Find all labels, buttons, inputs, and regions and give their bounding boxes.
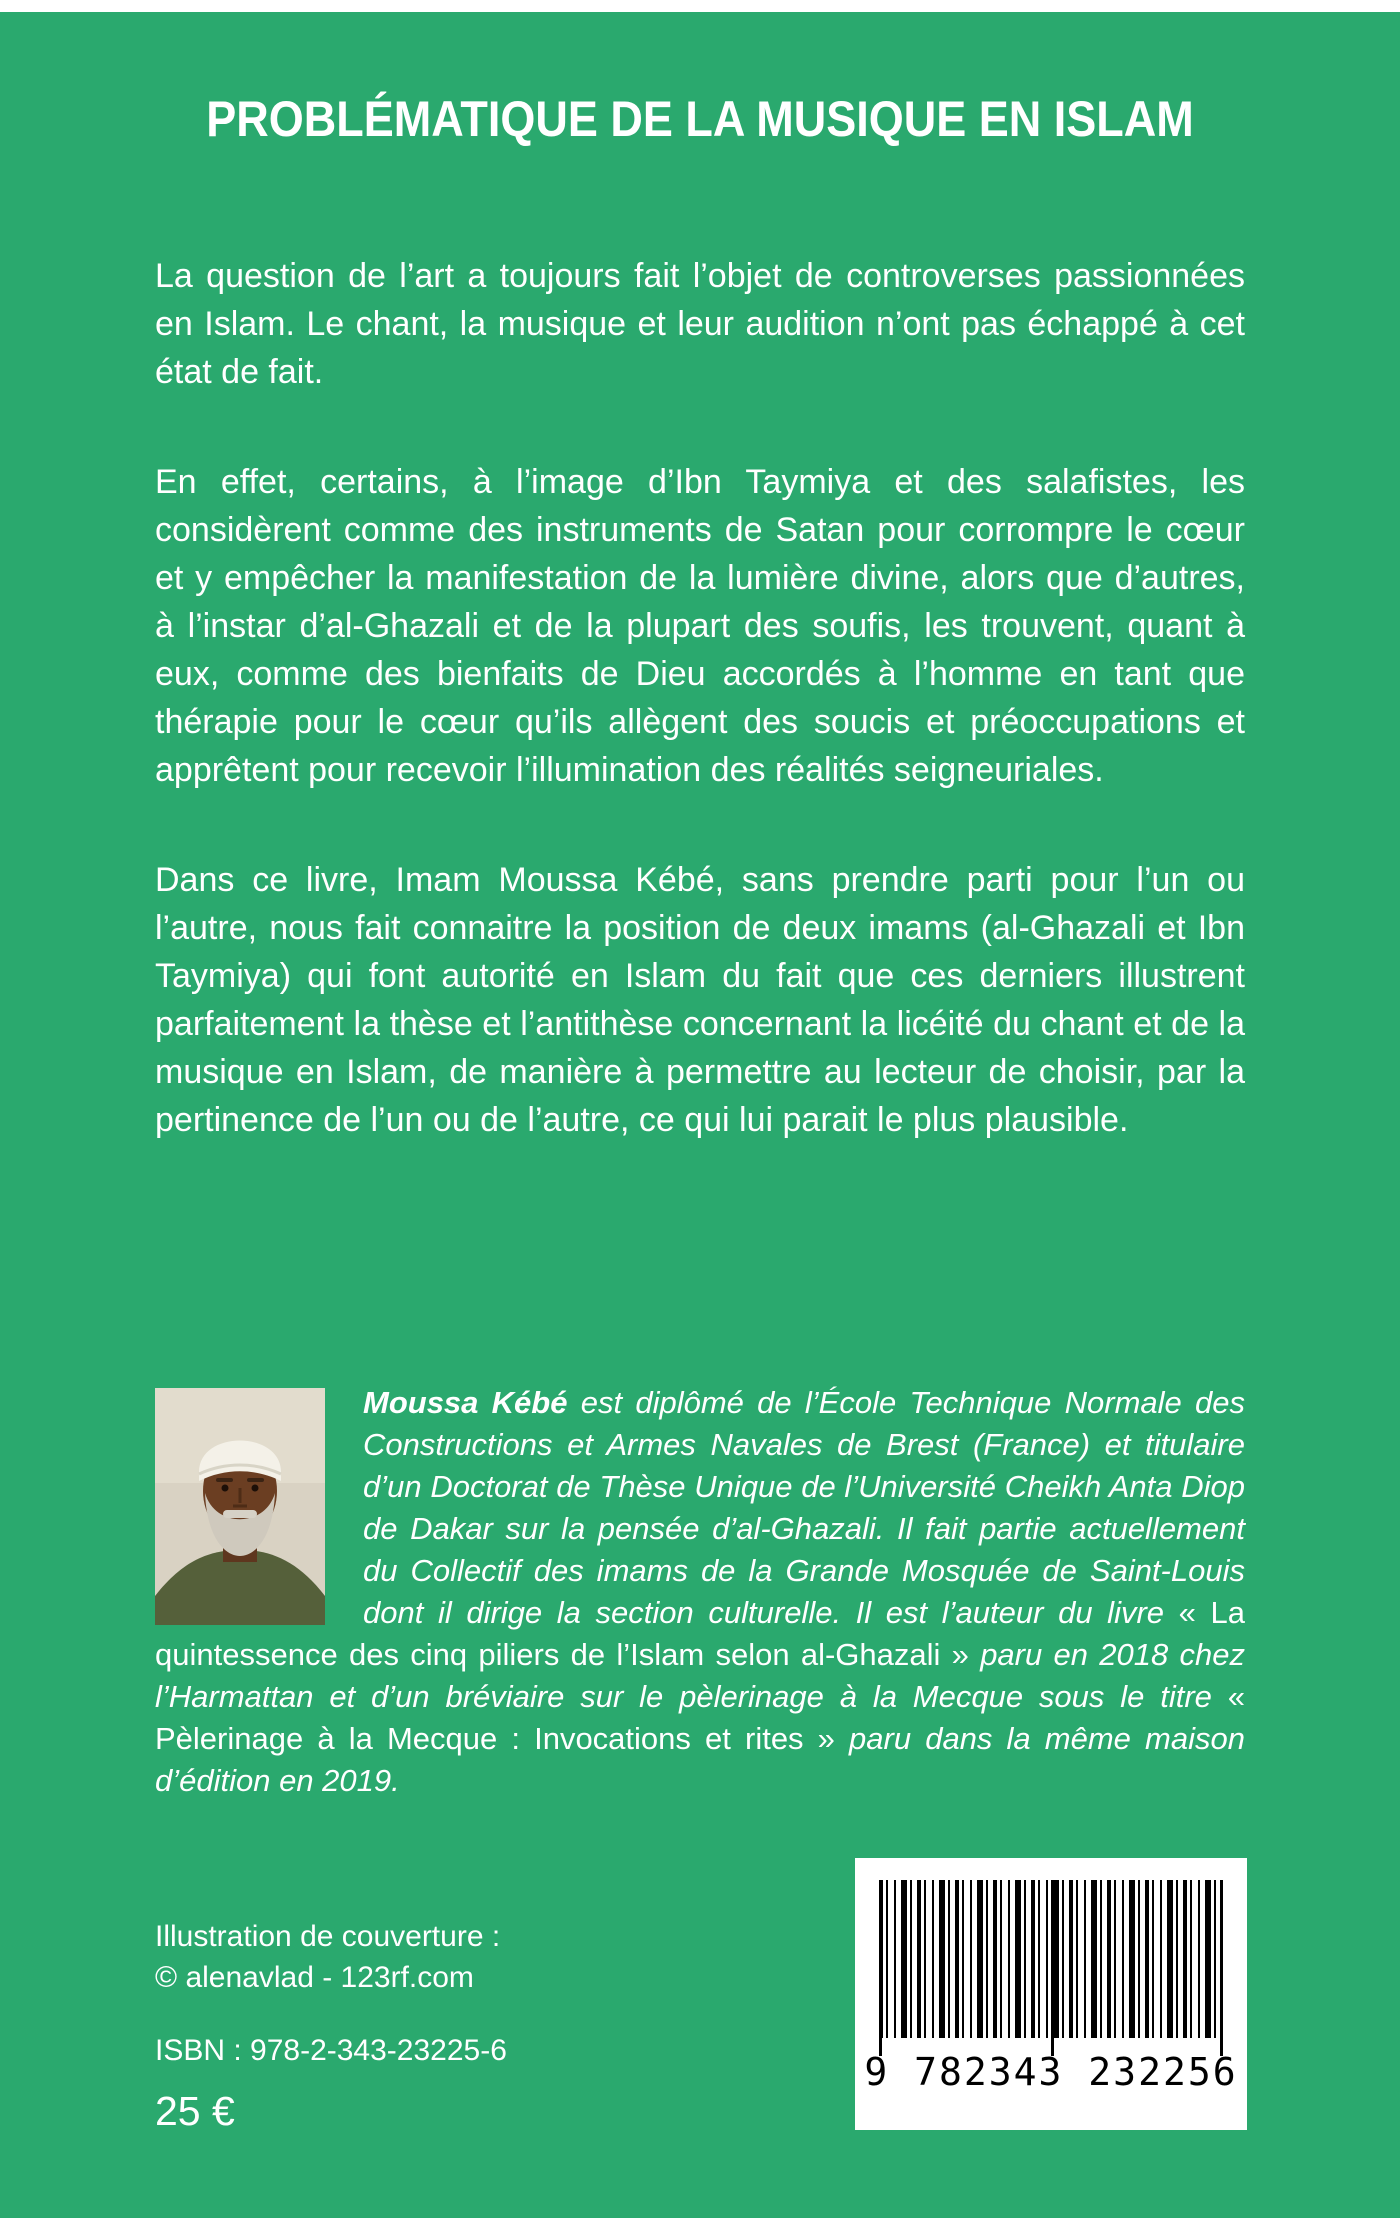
credit-line-2: © alenavlad - 123rf.com: [155, 1961, 474, 1994]
isbn: ISBN : 978-2-343-23225-6: [155, 2034, 507, 2067]
bio-segment-2: paru en 2018 chez l’Harmattan et d’un bréviaire sur le pèlerinage à la Mecque sous le titre: [155, 1637, 1245, 1714]
author-bio: [155, 1382, 1245, 1802]
cover-illustration-credit: [155, 1916, 500, 1998]
barcode-number: 9 782343 232256: [864, 2050, 1238, 2094]
price: 25 €: [155, 2088, 235, 2134]
synopsis: [155, 252, 1245, 1206]
synopsis-paragraph-3: Dans ce livre, Imam Moussa Kébé, sans prendre parti pour l’un ou l’autre, nous fait connaitre la position de deux imams (al-Ghazali et Ibn Taymiya) qui font autorité en Islam du fait que ces derniers illustrent parfaitement la thèse et l’antithèse concernant la licéité du chant et de la musique en Islam, de manière à permettre au lecteur de choisir, par la pertinence de l’un ou de l’autre, ce qui lui parait le plus plausible.: [155, 861, 1245, 1139]
book-title: PROBLÉMATIQUE DE LA MUSIQUE EN ISLAM: [206, 91, 1194, 147]
author-name: Moussa Kébé: [363, 1385, 568, 1420]
synopsis-paragraph-2: En effet, certains, à l’image d’Ibn Taymiya et des salafistes, les considèrent comme des instruments de Satan pour corrompre le cœur et y empêcher la manifestation de la lumière divine, alors que d’autres, à l’instar d’al-Ghazali et de la plupart des soufis, les trouvent, quant à eux, comme des bienfaits de Dieu accordés à l’homme en tant que thérapie pour le cœur qu’ils allègent des soucis et préoccupations et apprêtent pour recevoir l’illumination des réalités seigneuriales.: [155, 463, 1245, 789]
credit-line-1: Illustration de couverture :: [155, 1920, 501, 1953]
author-photo: [155, 1388, 325, 1625]
cited-book-title-2: « Pèlerinage à la Mecque : Invocations et rites »: [155, 1679, 1245, 1756]
barcode: [855, 1858, 1247, 2130]
author-portrait-icon: [155, 1388, 325, 1625]
bio-segment-1: est diplômé de l’École Technique Normale des Constructions et Armes Navales de Brest (France) et titulaire d’un Doctorat de Thèse Unique de l’Université Cheikh Anta Diop de Dakar sur la pensée d’al-Ghazali. Il fait partie actuellement du Collectif des imams de la Grande Mosquée de Saint-Louis dont il dirige la section culturelle. Il est l’auteur du livre: [363, 1385, 1245, 1630]
cited-book-title-1: « La quintessence des cinq piliers de l’Islam selon al-Ghazali »: [155, 1595, 1245, 1672]
synopsis-paragraph-1: La question de l’art a toujours fait l’objet de controverses passionnées en Islam. Le chant, la musique et leur audition n’ont pas échappé à cet état de fait.: [155, 257, 1245, 391]
bio-segment-3: paru dans la même maison d’édition en 2019.: [155, 1721, 1245, 1798]
barcode-guard-center: [1051, 1880, 1054, 2056]
page-edge-top: [0, 0, 1400, 12]
barcode-guard-left: [879, 1880, 882, 2056]
page-edge-bottom: [0, 2218, 1400, 2231]
barcode-guard-right: [1220, 1880, 1223, 2056]
